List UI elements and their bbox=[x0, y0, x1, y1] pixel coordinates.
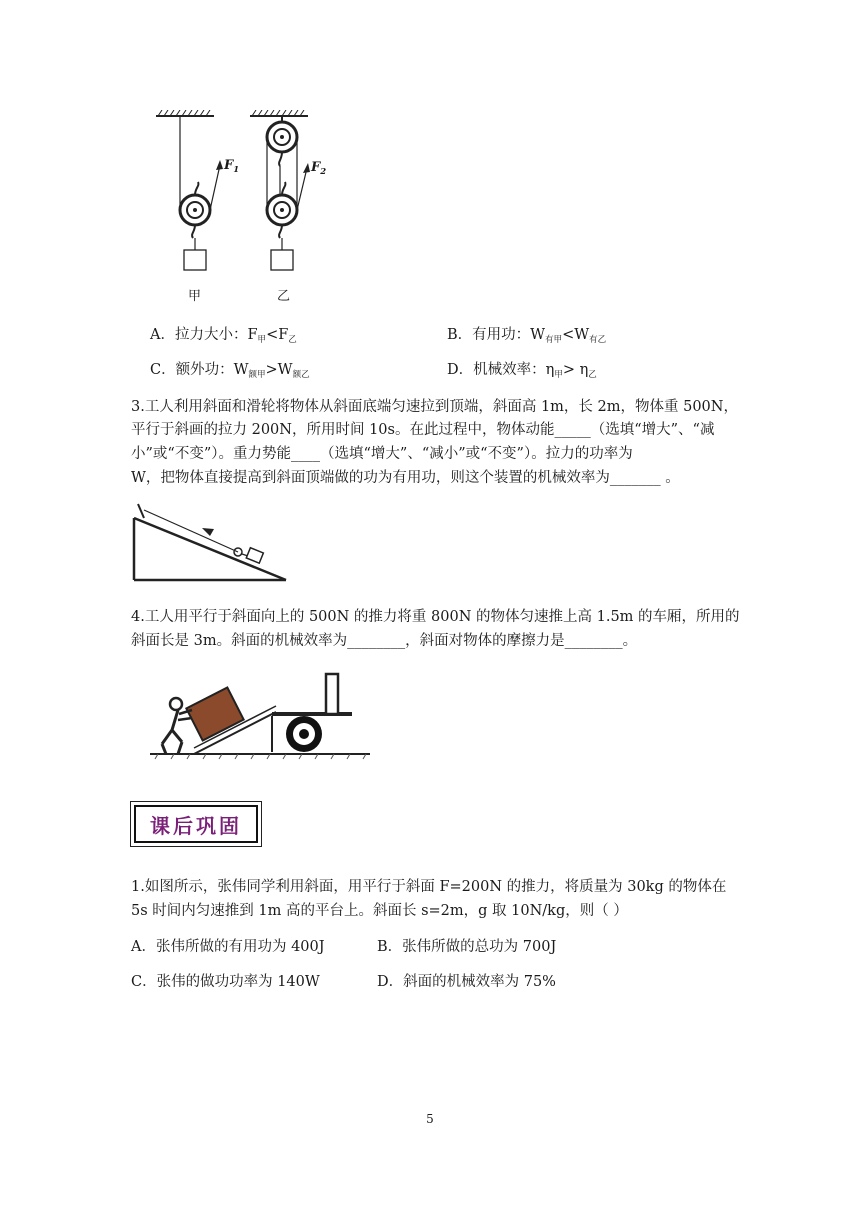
hw1-line-1: 1.如图所示，张伟同学利用斜面，用平行于斜面 F=200N 的推力，将质量为 30kg 的物体在 bbox=[131, 879, 727, 895]
truck-ramp-figure bbox=[148, 668, 374, 764]
q2-option-c: C．额外功：$W_{额甲}>W_{额乙}$ bbox=[150, 362, 310, 380]
incline-pulley-figure bbox=[128, 500, 290, 584]
q4-line-2: 斜面长是 3m。斜面的机械效率为________，斜面对物体的摩擦力是________。 bbox=[131, 633, 638, 649]
page-number: 5 bbox=[426, 1112, 434, 1126]
q2-option-a: A．拉力大小：$F_甲<F_乙$ bbox=[150, 327, 297, 345]
q2-option-b: B．有用功：$W_{有甲}<W_{有乙}$ bbox=[447, 327, 607, 345]
f2-label: $F_2$ bbox=[311, 160, 327, 177]
review-banner-text: 课后巩固 bbox=[134, 805, 258, 843]
q3-line-2: 平行于斜画的拉力 200N，所用时间 10s。在此过程中，物体动能_____（选填“增大”、“减 bbox=[131, 422, 715, 438]
q3-line-4: W，把物体直接提高到斜面顶端做的功为有用功，则这个装置的机械效率为_______ 。 bbox=[131, 470, 680, 486]
q3-line-3: 小”或“不变”）。重力势能____（选填“增大”、“减小”或“不变”）。拉力的功率为 bbox=[131, 446, 633, 462]
pulley-figure bbox=[150, 110, 330, 305]
hw1-option-c: C．张伟的做功功率为 140W bbox=[131, 974, 320, 990]
review-banner bbox=[130, 801, 262, 847]
q3-line-1: 3.工人利用斜面和滑轮将物体从斜面底端匀速拉到顶端，斜面高 1m，长 2m，物体重 500N， bbox=[131, 399, 738, 415]
hw1-option-b: B．张伟所做的总功为 700J bbox=[377, 939, 557, 955]
hw1-line-2: 5s 时间内匀速推到 1m 高的平台上。斜面长 s=2m，g 取 10N/kg，则（ ） bbox=[131, 903, 628, 919]
label-yi: 乙 bbox=[277, 289, 291, 304]
label-jia: 甲 bbox=[188, 289, 202, 304]
q4-line-1: 4.工人用平行于斜面向上的 500N 的推力将重 800N 的物体匀速推上高 1.5m 的车厢，所用的 bbox=[131, 609, 740, 625]
f1-label: $F_1$ bbox=[224, 158, 240, 175]
q2-option-d: D．机械效率：$\eta_甲> \eta_乙$ bbox=[447, 362, 597, 380]
hw1-option-a: A．张伟所做的有用功为 400J bbox=[131, 939, 325, 955]
hw1-option-d: D．斜面的机械效率为 75% bbox=[377, 974, 556, 990]
